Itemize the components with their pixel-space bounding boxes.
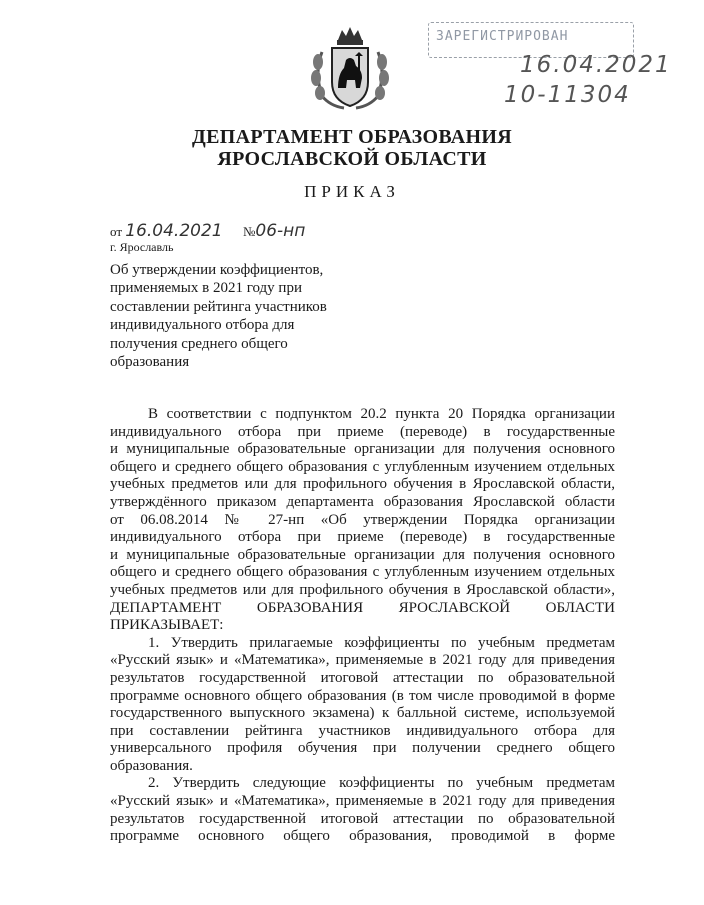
- date-prefix: от: [110, 224, 123, 239]
- body-line: программе основного общего образования (в том числе проводимой в форме: [110, 687, 615, 704]
- body-line: государственного выпускного экзамена) к балльной системе, используемой: [110, 705, 615, 722]
- body-line: образования.: [110, 757, 193, 774]
- body-line: при составлении рейтинга участников индивидуального отбора для: [110, 722, 615, 739]
- body-line: утверждённого приказом департамента образования Ярославской области: [110, 493, 615, 510]
- department-heading: [0, 126, 704, 170]
- handwritten-date: 16.04.2021: [125, 221, 223, 241]
- department-line-2: ЯРОСЛАВСКОЙ ОБЛАСТИ: [217, 148, 487, 170]
- item-2-line: 2. Утвердить следующие коэффициенты по учебным предметам: [148, 775, 615, 792]
- body-line: общего и среднего общего образования с углубленным изучением отдельных: [110, 564, 615, 581]
- subject-line: индивидуального отбора для: [110, 317, 295, 334]
- order-number: [243, 221, 305, 241]
- body-line: результатов государственной итоговой аттестации по образовательной: [110, 669, 615, 686]
- subject-line: получения среднего общего: [110, 335, 288, 352]
- order-date: [110, 221, 223, 241]
- number-prefix: №: [243, 224, 256, 239]
- order-subject: [110, 261, 350, 371]
- item-1-line: 1. Утвердить прилагаемые коэффициенты по учебным предметам: [148, 634, 615, 651]
- body-line: индивидуального отбора при приеме (переводе) в государственные: [110, 423, 615, 440]
- body-line: учебных предметов или для профильного обучения в Ярославской области,: [110, 476, 615, 493]
- body-line: универсального профиля обучения при получении среднего общего: [110, 740, 615, 757]
- body-line: «Русский язык» и «Математика», применяемые в 2021 году для приведения: [110, 793, 615, 810]
- body-line: общего и среднего общего образования с углубленным изучением отдельных: [110, 458, 615, 475]
- document-type-title: ПРИКАЗ: [304, 182, 400, 201]
- registration-stamp: [428, 22, 672, 110]
- body-line: и муниципальные образовательные организации для получения основного: [110, 546, 615, 563]
- body-line: учебных предметов или для профильного обучения в Ярославской области»,: [110, 581, 615, 598]
- body-line: и муниципальные образовательные организации для получения основного: [110, 441, 615, 458]
- body-line: «Русский язык» и «Математика», применяемые в 2021 году для приведения: [110, 652, 615, 669]
- body-line: ДЕПАРТАМЕНТ ОБРАЗОВАНИЯ ЯРОСЛАВСКОЙ ОБЛАСТИ: [110, 599, 615, 616]
- body-line: В соответствии с подпунктом 20.2 пункта 20 Порядка организации: [148, 406, 615, 422]
- order-city: г. Ярославль: [110, 240, 174, 254]
- coat-of-arms-emblem: [300, 22, 400, 114]
- body-line: ПРИКАЗЫВАЕТ:: [110, 617, 224, 634]
- subject-line: Об утверждении коэффициентов,: [110, 262, 324, 278]
- subject-line: применяемых в 2021 году при: [110, 280, 302, 297]
- order-body: [110, 406, 615, 846]
- department-line-1: ДЕПАРТАМЕНТ ОБРАЗОВАНИЯ: [192, 126, 512, 148]
- stamp-title: ЗАРЕГИСТРИРОВАН: [436, 29, 569, 44]
- subject-line: составлении рейтинга участников: [110, 298, 327, 315]
- body-line: от 06.08.2014 № 27-нп «Об утверждении Порядка организации: [110, 511, 615, 528]
- body-line: программе основного общего образования, проводимой в форме: [110, 828, 615, 845]
- body-line: результатов государственной итоговой аттестации по образовательной: [110, 810, 615, 827]
- stamp-date: 16.04.2021: [520, 52, 672, 78]
- stamp-number: 10-11304: [504, 82, 631, 108]
- subject-line: образования: [110, 354, 190, 371]
- body-line: индивидуального отбора при приеме (переводе) в государственные: [110, 529, 615, 546]
- handwritten-number: 06-нп: [255, 221, 306, 241]
